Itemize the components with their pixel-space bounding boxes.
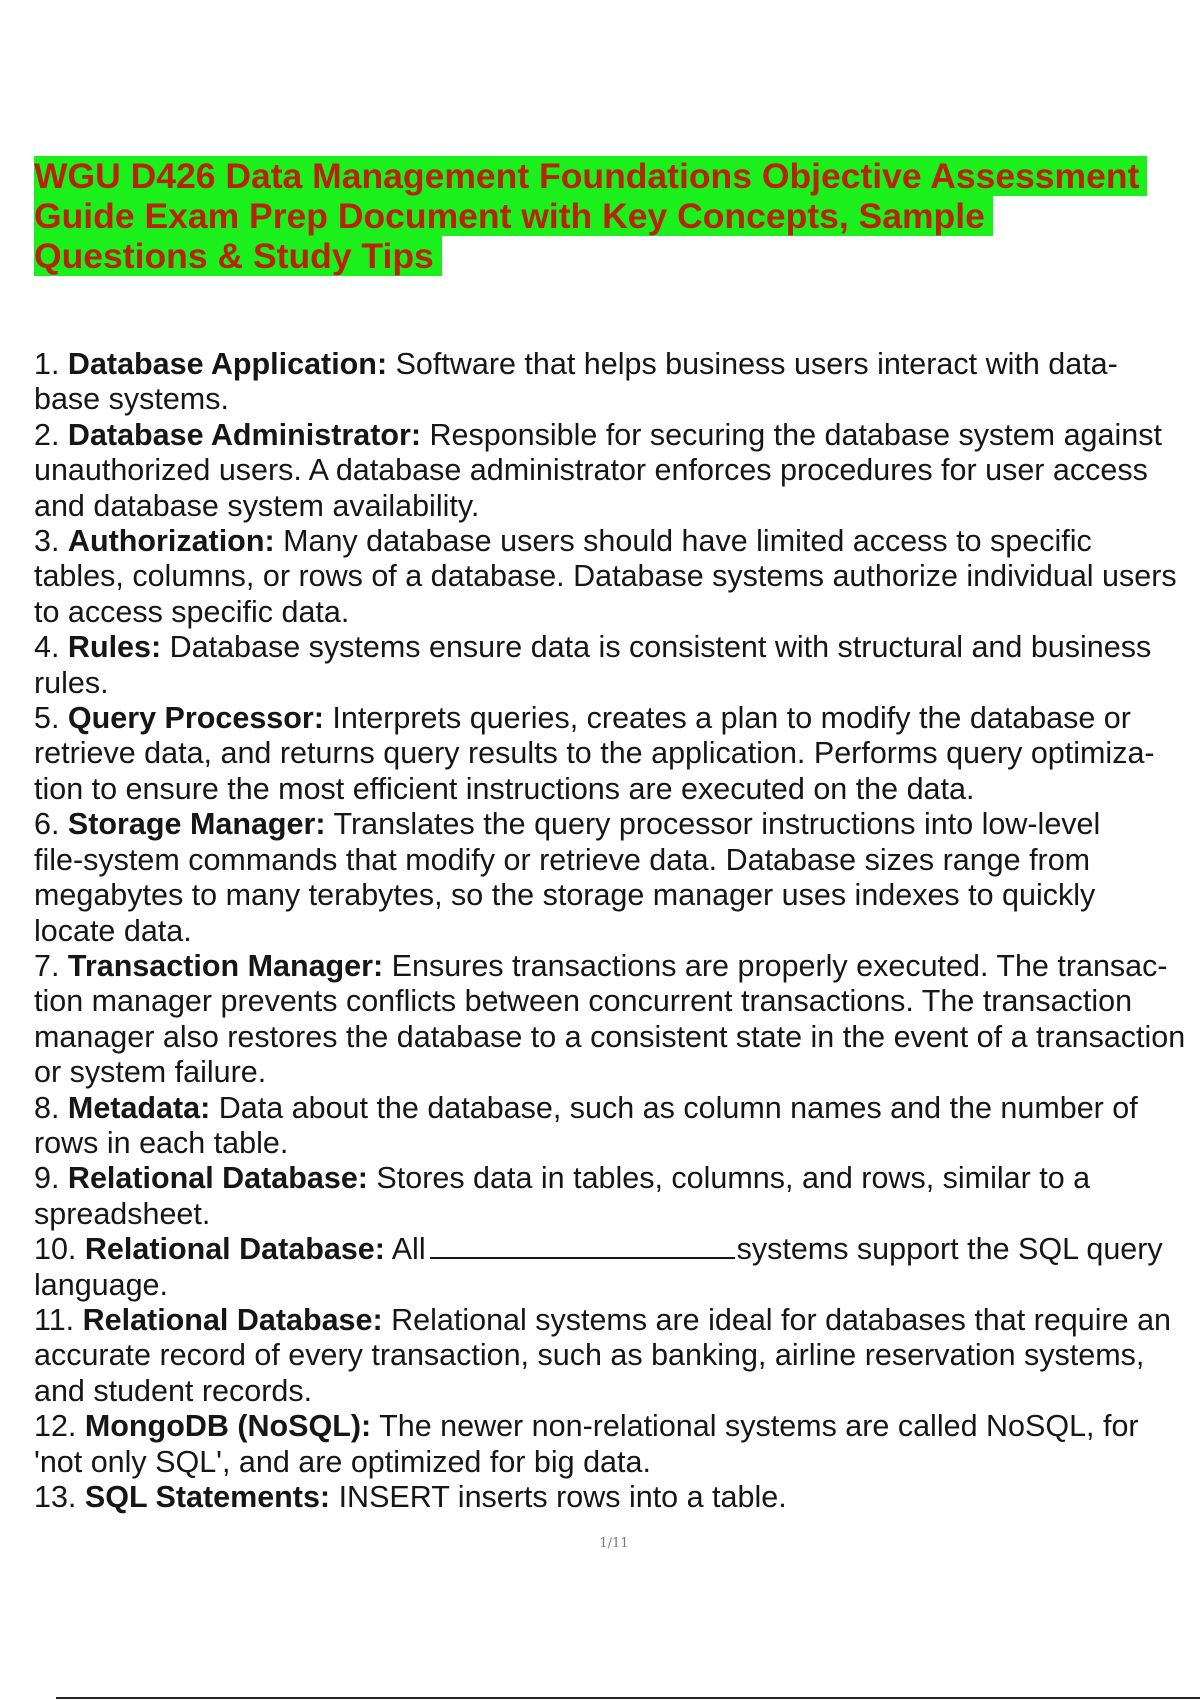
item-number: 12. (34, 1409, 77, 1444)
item-definition: 'not only SQL', and are optimized for big data. (34, 1444, 651, 1479)
item-definition: tables, columns, or rows of a database. Database systems authorize individual users (34, 559, 1177, 594)
document-title (34, 156, 1194, 276)
item-number: 3. (34, 524, 60, 559)
title-line: Questions & Study Tips (34, 236, 442, 276)
text-line (34, 347, 1200, 382)
text-line (34, 1126, 1200, 1161)
title-line: Guide Exam Prep Document with Key Concepts, Sample (34, 196, 993, 236)
item-term: Authorization: (67, 524, 275, 559)
text-line (34, 382, 1200, 417)
list-item (34, 1480, 1200, 1515)
item-definition: base systems. (34, 382, 229, 417)
text-line (34, 595, 1200, 630)
item-definition: All (391, 1232, 426, 1267)
text-line (34, 772, 1200, 807)
list-item (34, 1409, 1200, 1480)
text-line (34, 1409, 1200, 1444)
text-line (34, 1445, 1200, 1480)
item-term: Storage Manager: (67, 807, 326, 842)
item-definition: Data about the database, such as column names and the number of (218, 1090, 1138, 1125)
text-line (34, 1055, 1200, 1090)
item-number: 1. (34, 347, 60, 381)
text-line (34, 984, 1200, 1019)
list-item (34, 807, 1200, 949)
item-definition: rules. (34, 665, 109, 700)
item-definition: Interprets queries, creates a plan to modify the database or (332, 701, 1131, 736)
list-item (34, 418, 1200, 524)
item-number: 5. (34, 701, 60, 736)
text-line (34, 453, 1200, 488)
item-definition: tion manager prevents conflicts between concurrent transactions. The transaction (34, 984, 1133, 1019)
text-line (34, 807, 1200, 842)
item-number: 13. (34, 1480, 77, 1514)
item-definition: spreadsheet. (34, 1196, 211, 1231)
item-definition: Many database users should have limited access to specific (283, 524, 1092, 559)
item-definition: megabytes to many terabytes, so the storage manager uses indexes to quickly (34, 878, 1096, 913)
item-number: 6. (34, 807, 60, 842)
item-definition: manager also restores the database to a consistent state in the event of a transaction (34, 1019, 1186, 1054)
item-definition: Software that helps business users interact with data- (395, 347, 1118, 381)
text-line (34, 736, 1200, 771)
item-term: Relational Database: (67, 1161, 368, 1196)
list-item (34, 1303, 1200, 1409)
item-term: Database Application: (67, 347, 388, 381)
fill-in-blank (430, 1233, 735, 1259)
text-line (34, 701, 1200, 736)
item-definition: accurate record of every transaction, such as banking, airline reservation systems, (34, 1338, 1145, 1373)
text-line (34, 1268, 1200, 1303)
item-definition: retrieve data, and returns query results to the application. Performs query optimiza- (34, 736, 1155, 771)
item-definition: Database systems ensure data is consistent with structural and business (169, 630, 1152, 665)
item-definition: and database system availability. (34, 488, 480, 523)
text-line (34, 1303, 1200, 1338)
item-term: Relational Database: (82, 1302, 383, 1337)
item-term: Database Administrator: (67, 417, 422, 452)
item-definition: unauthorized users. A database administrator enforces procedures for user access (34, 453, 1148, 488)
text-line (34, 1232, 1200, 1267)
text-line (34, 878, 1200, 913)
text-line (34, 1020, 1200, 1055)
page-divider (56, 1697, 1200, 1699)
item-number: 4. (34, 630, 60, 665)
text-line (34, 524, 1200, 559)
list-item (34, 1161, 1200, 1232)
item-definition: and student records. (34, 1373, 313, 1408)
item-number: 8. (34, 1090, 60, 1125)
item-number: 7. (34, 948, 60, 983)
item-term: Query Processor: (67, 701, 324, 736)
text-line (34, 418, 1200, 453)
item-definition: Ensures transactions are properly executed. The transac- (391, 948, 1168, 983)
list-item (34, 1091, 1200, 1162)
item-definition: locate data. (34, 913, 192, 948)
item-term: Metadata: (67, 1090, 211, 1125)
list-item (34, 701, 1200, 807)
list-item (34, 347, 1200, 418)
text-line (34, 559, 1200, 594)
item-definition: INSERT inserts rows into a table. (338, 1480, 787, 1514)
item-definition: file-system commands that modify or retrieve data. Database sizes range from (34, 842, 1091, 877)
item-definition: The newer non-relational systems are called NoSQL, for (379, 1409, 1139, 1444)
item-definition: or system failure. (34, 1055, 267, 1090)
item-definition: Relational systems are ideal for databases that require an (391, 1302, 1172, 1337)
text-line (34, 1161, 1200, 1196)
text-line (34, 630, 1200, 665)
item-definition: language. (34, 1267, 168, 1302)
item-term: SQL Statements: (84, 1480, 331, 1514)
text-line (34, 1374, 1200, 1409)
page-number: 1/11 (599, 1536, 629, 1551)
text-line (34, 1338, 1200, 1373)
item-definition: rows in each table. (34, 1125, 289, 1160)
item-definition: tion to ensure the most efficient instructions are executed on the data. (34, 771, 975, 806)
item-number: 9. (34, 1161, 60, 1196)
list-item (34, 1232, 1200, 1303)
text-line (34, 666, 1200, 701)
item-term: MongoDB (NoSQL): (84, 1409, 372, 1444)
item-term: Transaction Manager: (67, 948, 384, 983)
text-line (34, 1480, 1200, 1515)
item-definition: systems support the SQL query (736, 1232, 1163, 1267)
text-line (34, 914, 1200, 949)
title-line: WGU D426 Data Management Foundations Objective Assessment (34, 156, 1147, 196)
text-line (34, 489, 1200, 524)
item-definition: Translates the query processor instructions into low-level (333, 807, 1101, 842)
list-item (34, 630, 1200, 701)
item-term: Rules: (67, 630, 162, 665)
text-line (34, 949, 1200, 984)
item-term: Relational Database: (84, 1232, 385, 1267)
item-number: 11. (34, 1302, 75, 1337)
item-definition: Responsible for securing the database system against (429, 417, 1162, 452)
text-line (34, 1197, 1200, 1232)
term-list (34, 347, 1200, 1515)
text-line (34, 1091, 1200, 1126)
item-number: 2. (34, 417, 60, 452)
list-item (34, 524, 1200, 630)
text-line (34, 843, 1200, 878)
item-definition: to access specific data. (34, 594, 350, 629)
item-definition: Stores data in tables, columns, and rows, similar to a (376, 1161, 1091, 1196)
item-number: 10. (34, 1232, 77, 1267)
list-item (34, 949, 1200, 1091)
